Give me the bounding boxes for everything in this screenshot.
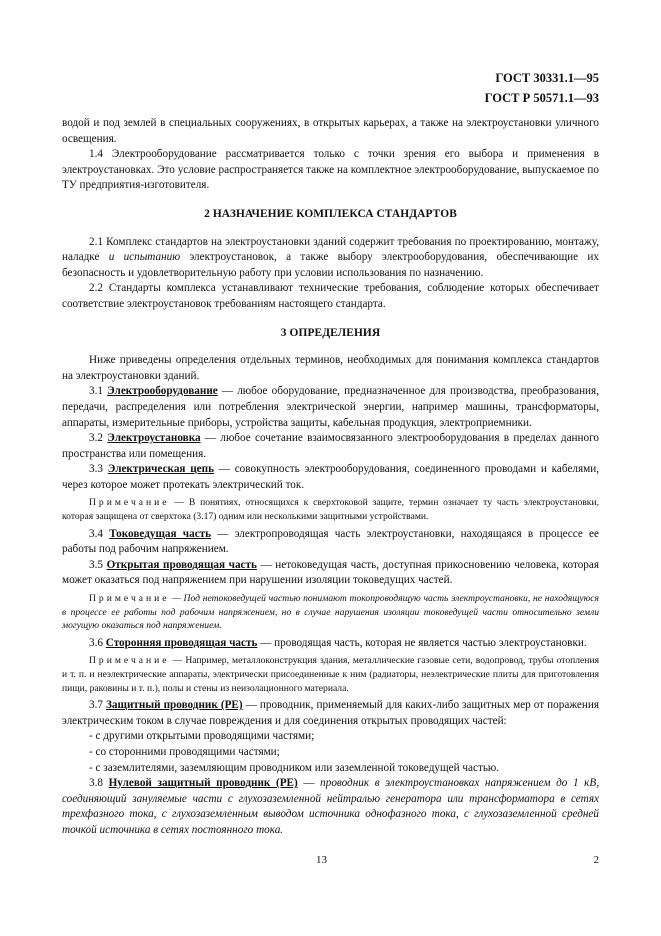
definition-text: — проводящая часть, которая не является частью электроустановки.: [257, 636, 587, 649]
page-number-center: 13: [316, 854, 327, 866]
paragraph-intro: водой и под землей в специальных сооружениях, в открытых карьерах, а также на электроустановки уличного освещения.: [62, 117, 599, 145]
definition-text: — любое оборудование, предназначенное для производства, преобразования, передачи, распределения или потребления электрической энергии, например машины, трансформаторы, аппараты, измерительные приборы, устройства защиты, кабельная продукция, электроприемники.: [62, 385, 599, 429]
standard-code-2: ГОСТ Р 50571.1—93: [484, 91, 599, 105]
paragraph-2-1-part-b: электроустановок, а также выбору электрооборудования, обеспечивающие их безопасность и удовлетворительную работу при условии использования по назначению.: [62, 251, 599, 279]
definition-term: Защитный проводник (РЕ): [106, 699, 243, 712]
list-item: - со сторонними проводящими частями;: [89, 745, 280, 758]
note-3: [62, 654, 599, 695]
document-body: [62, 116, 599, 839]
definition-text: — любое сочетание взаимосвязанного электрооборудования в пределах данного пространства или помещения.: [62, 432, 600, 460]
note-2: [62, 592, 599, 633]
definition-3-3: [62, 462, 599, 493]
definition-3-1: [62, 384, 599, 431]
note-text: — Например, металлоконструкция здания, металлические газовые сети, водопровод, трубы отопления и т. п. и неэлектрические аппараты, электрически присоединенные к ним (радиаторы, неэлектрические плиты для приготовления пищи, раковины и т. п.), полы и стены из неизолационного материала.: [62, 655, 599, 694]
note-text: — Под нетоковедущей частью понимают токопроводящую часть электроустановки, не находящуюся в процессе ее работы под рабочим напряжением, но в случае нарушения изоляции токоведущей части относительно земли могущую оказаться под напряжением.: [62, 593, 599, 632]
definition-text: — совокупность электрооборудования, соединенного проводами и кабелями, через которое может протекать электрический ток.: [62, 463, 600, 491]
definition-term: Сторонняя проводящая часть: [105, 636, 258, 649]
definition-number: 3.8: [89, 777, 109, 790]
definition-number: 3.1: [89, 385, 108, 398]
definition-number: 3.3: [89, 463, 108, 476]
list-item: - с другими открытыми проводящими частями;: [89, 730, 315, 743]
paragraph-2-1-italic: и испытанию: [108, 251, 181, 264]
definition-number: 3.5: [89, 558, 107, 571]
document-header: [485, 68, 599, 108]
definition-text: — нетоковедущая часть, доступная прикосновению человека, которая может оказаться под напряжением при нарушении изоляции токоведущих частей.: [62, 558, 600, 587]
paragraph-3-intro: Ниже приведены определения отдельных терминов, необходимых для понимания комплекса стандартов на электроустановки зданий.: [62, 354, 599, 382]
paragraph-2-1: [62, 235, 599, 282]
definition-number: 3.7: [89, 699, 107, 712]
definition-term: Электрическая цепь: [107, 463, 215, 476]
section-3-title: 3 ОПРЕДЕЛЕНИЯ: [280, 326, 381, 339]
note-text: — В понятиях, относящихся к сверхтоковой защите, термин означает ту часть электроустановки, которая защищена от сверхтока (3.17) одним или несколькими защитными устройствами.: [62, 497, 599, 523]
note-label: Примечание: [89, 593, 170, 605]
note-label: Примечание: [89, 655, 170, 667]
definition-term: Электрооборудование: [107, 385, 218, 398]
definition-text: — электропроводящая часть электроустановки, находящаяся в процессе ее работы под рабочим напряжением.: [62, 527, 599, 556]
definition-term: Электроустановка: [107, 432, 201, 445]
definition-text: проводник в электроустановках напряжением до 1 кВ, соединяющий зануляемые части с глухозаземленной нейтралью генератора или трансформатора в сетях трехфазного тока, с глухозаземленным выводом источника однофазного тока, с глухозаземленной средней точкой источника в сетях постоянного тока.: [62, 777, 600, 836]
definition-3-7: [62, 698, 599, 729]
paragraph-1-4: 1.4 Электрооборудование рассматривается только с точки зрения его выбора и применения в электроустановках. Это условие распространяется также на комплектное электрооборудование, выпускаемое по ТУ предприятия-изготовителя.: [62, 148, 599, 192]
paragraph-2-1-part-a: 2.1 Комплекс стандартов на электроустановки зданий содержит требования по проектированию, монтажу, наладке: [62, 235, 599, 264]
section-2-title: 2 НАЗНАЧЕНИЕ КОМПЛЕКСА СТАНДАРТОВ: [204, 207, 457, 220]
note-label: Примечание: [89, 497, 170, 509]
note-1: [62, 496, 599, 523]
definition-term: Токоведущая часть: [109, 527, 212, 540]
paragraph-2-2: 2.2 Стандарты комплекса устанавливают технические требования, соблюдение которых обеспечивает соответствие электроустановок требованиям настоящего стандарта.: [62, 282, 599, 310]
definition-number: 3.6: [89, 636, 106, 649]
definition-term: Нулевой защитный проводник (РЕ): [108, 777, 298, 790]
definition-text: — проводник, применяемый для каких-либо защитных мер от поражения электрическим током в случае повреждения и для соединения открытых проводящих частей:: [62, 699, 599, 727]
definition-3-2: [62, 431, 599, 462]
definition-dash: —: [297, 777, 321, 790]
definition-3-4: [62, 527, 599, 558]
page-number-right: 2: [593, 854, 599, 866]
definition-number: 3.4: [89, 527, 110, 540]
definition-3-8: [62, 776, 599, 838]
definition-term: Открытая проводящая часть: [106, 558, 257, 571]
standard-code-1: ГОСТ 30331.1—95: [495, 71, 599, 85]
definition-3-6: [62, 636, 599, 652]
definition-number: 3.2: [89, 432, 108, 445]
list-item: - с заземлителями, заземляющим проводником или заземленной токоведущей частью.: [89, 761, 500, 774]
definition-3-5: [62, 558, 599, 589]
